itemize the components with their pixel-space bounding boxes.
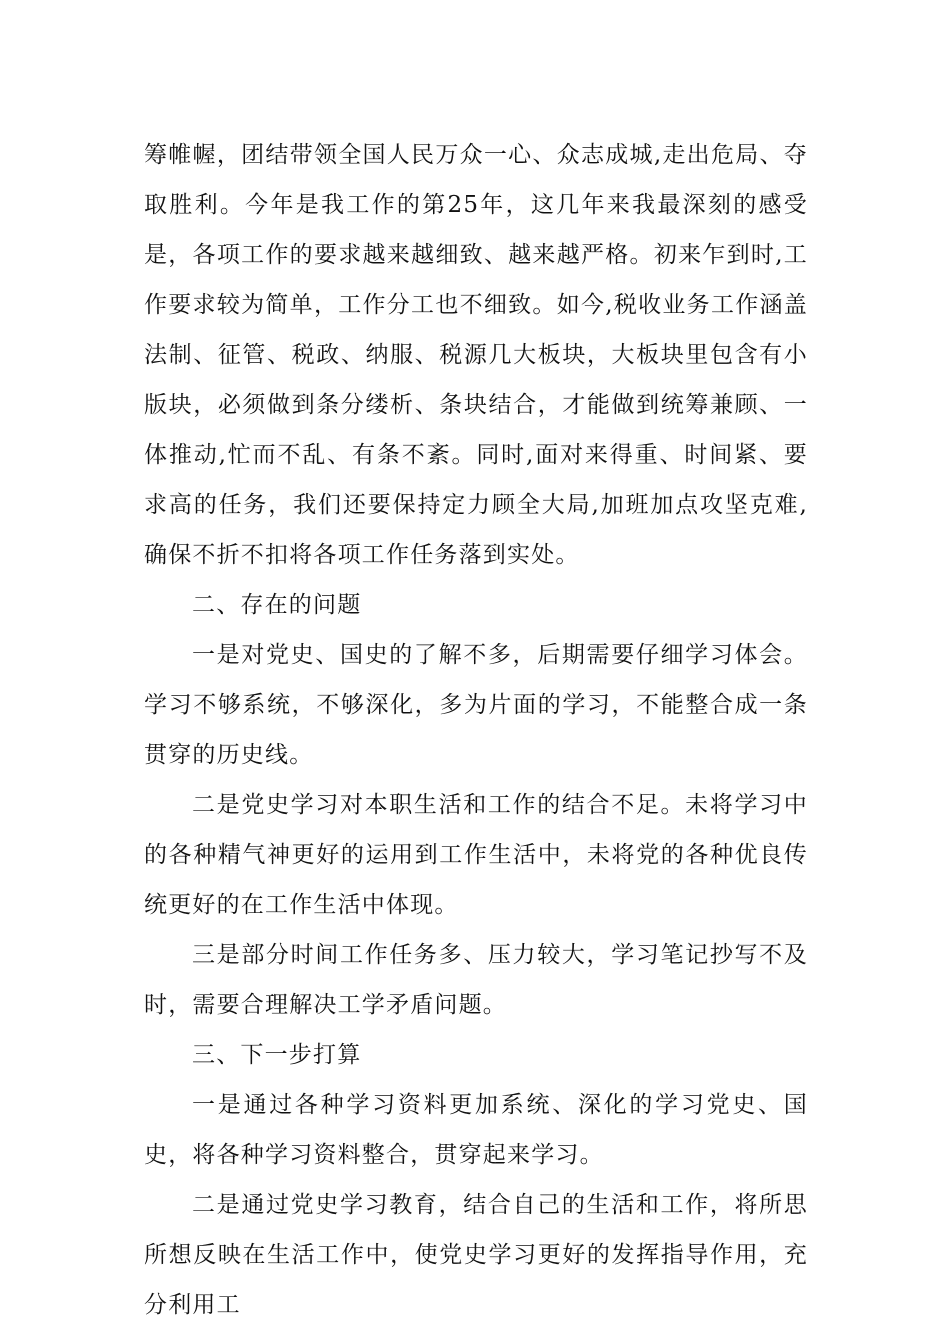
paragraph-problem-1: 一是对党史、国史的了解不多，后期需要仔细学习体会。学习不够系统，不够深化，多为片面的学习，不能整合成一条贯穿的历史线。 <box>144 642 808 768</box>
paragraph-plan-1: 一是通过各种学习资料更加系统、深化的学习党史、国史，将各种学习资料整合，贯穿起来学习。 <box>144 1092 808 1168</box>
section-heading-problems: 二、存在的问题 <box>192 592 362 618</box>
document-body <box>144 130 808 1330</box>
paragraph-continuation: 筹帷幄，团结带领全国人民万众一心、众志成城,走出危局、夺取胜利。今年是我工作的第25年，这几年来我最深刻的感受是，各项工作的要求越来越细致、越来越严格。初来乍到时,工作要求较为简单，工作分工也不细致。如今,税收业务工作涵盖法制、征管、税政、纳服、税源几大板块，大板块里包含有小版块，必须做到条分缕析、条块结合，才能做到统筹兼顾、一体推动,忙而不乱、有条不紊。同时,面对来得重、时间紧、要求高的任务，我们还要保持定力顾全大局,加班加点攻坚克难,确保不折不扣将各项工作任务落到实处。 <box>144 142 808 568</box>
paragraph-plan-2: 二是通过党史学习教育，结合自己的生活和工作，将所思所想反映在生活工作中，使党史学习更好的发挥指导作用，充分利用工 <box>144 1192 808 1318</box>
paragraph-problem-3: 三是部分时间工作任务多、压力较大，学习笔记抄写不及时，需要合理解决工学矛盾问题。 <box>144 942 808 1018</box>
paragraph-problem-2: 二是党史学习对本职生活和工作的结合不足。未将学习中的各种精气神更好的运用到工作生活中，未将党的各种优良传统更好的在工作生活中体现。 <box>144 792 808 918</box>
section-heading-next-steps: 三、下一步打算 <box>192 1042 362 1068</box>
